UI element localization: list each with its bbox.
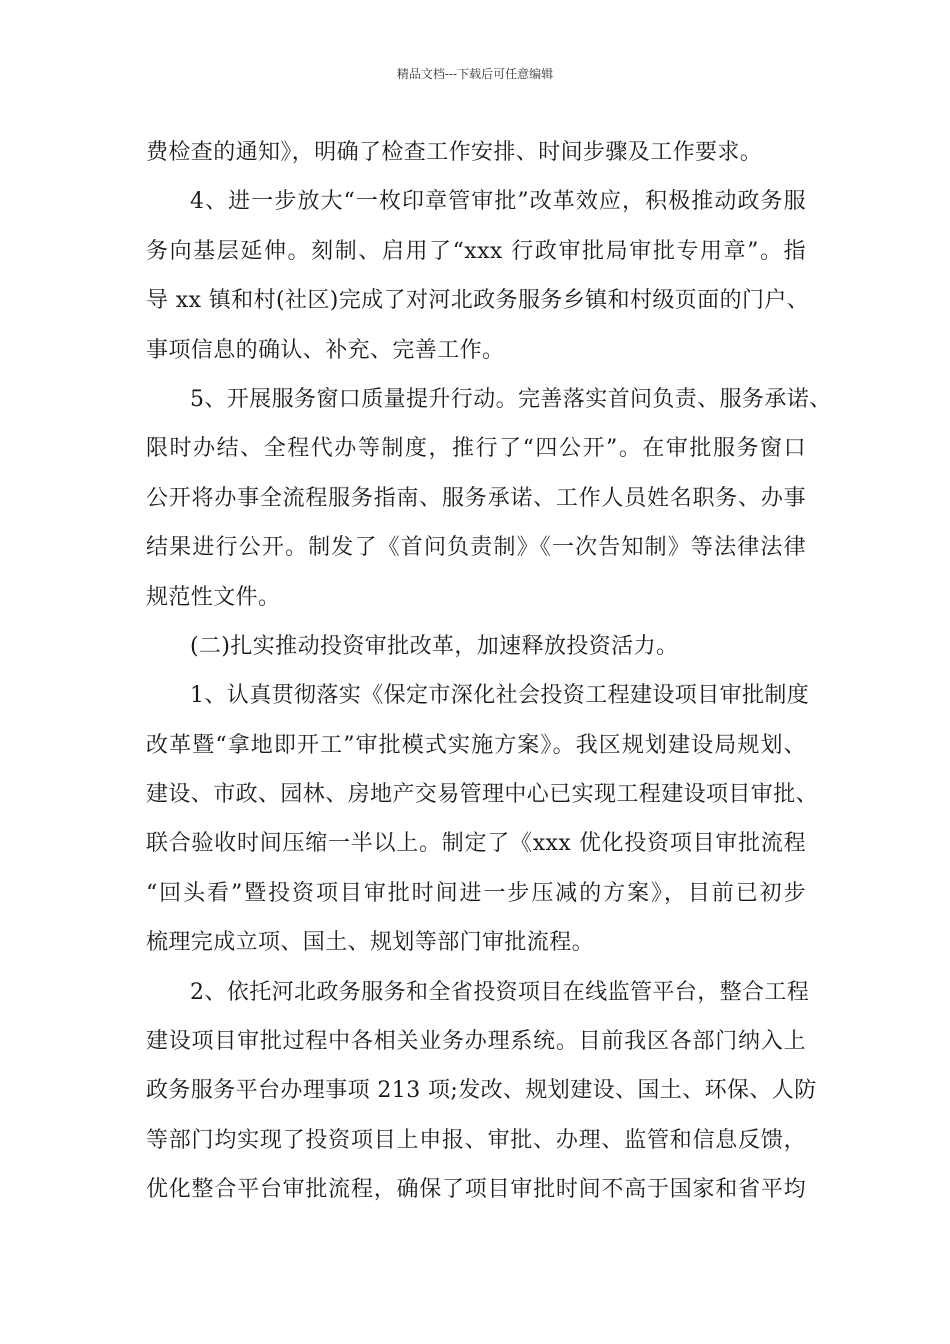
- text-line: 梳理完成立项、国土、规划等部门审批流程。: [146, 930, 595, 956]
- text-line: 建设、市政、园林、房地产交易管理中心已实现工程建设项目审批、: [146, 782, 819, 808]
- document-body: [146, 128, 832, 1215]
- text-line: 公开将办事全流程服务指南、服务承诺、工作人员姓名职务、办事: [146, 485, 806, 511]
- text-line: 结果进行公开。制发了《首问负责制》《一次告知制》等法律法律: [146, 535, 806, 561]
- text-line: 2、依托河北政务服务和全省投资项目在线监管平台，整合工程: [190, 979, 810, 1005]
- text-line: 务向基层延伸。刻制、启用了“xxx 行政审批局审批专用章”。指: [146, 238, 806, 264]
- text-line: 等部门均实现了投资项目上申报、审批、办理、监管和信息反馈，: [146, 1127, 806, 1153]
- text-line: (二)扎实推动投资审批改革，加速释放投资活力。: [190, 633, 679, 659]
- text-line: 事项信息的确认、补充、完善工作。: [146, 337, 505, 363]
- text-line: 规范性文件。: [146, 584, 281, 610]
- page-header: 精品文档---下载后可任意编辑: [396, 67, 554, 81]
- text-line: 限时办结、全程代办等制度，推行了“四公开”。在审批服务窗口: [146, 436, 806, 462]
- text-line: 4、进一步放大“一枚印章管审批”改革效应，积极推动政务服: [190, 189, 806, 215]
- text-line: 改革暨“拿地即开工”审批模式实施方案》。我区规划建设局规划、: [146, 732, 806, 758]
- text-line: 建设项目审批过程中各相关业务办理系统。目前我区各部门纳入上: [146, 1029, 806, 1055]
- text-line: 联合验收时间压缩一半以上。制定了《xxx 优化投资项目审批流程: [146, 831, 806, 857]
- text-line: 政务服务平台办理事项 213 项;发改、规划建设、国土、环保、人防: [146, 1078, 817, 1104]
- text-line: 费检查的通知》，明确了检查工作安排、时间步骤及工作要求。: [146, 140, 763, 165]
- text-line: 导 xx 镇和村(社区)完成了对河北政务服务乡镇和村级页面的门户、: [146, 288, 810, 314]
- text-line: “回头看”暨投资项目审批时间进一步压减的方案》，目前已初步: [146, 880, 806, 906]
- text-line: 5、开展服务窗口质量提升行动。完善落实首问负责、服务承诺、: [190, 386, 832, 412]
- text-line: 优化整合平台审批流程，确保了项目审批时间不高于国家和省平均: [146, 1177, 806, 1203]
- text-line: 1、认真贯彻落实《保定市深化社会投资工程建设项目审批制度: [190, 683, 810, 709]
